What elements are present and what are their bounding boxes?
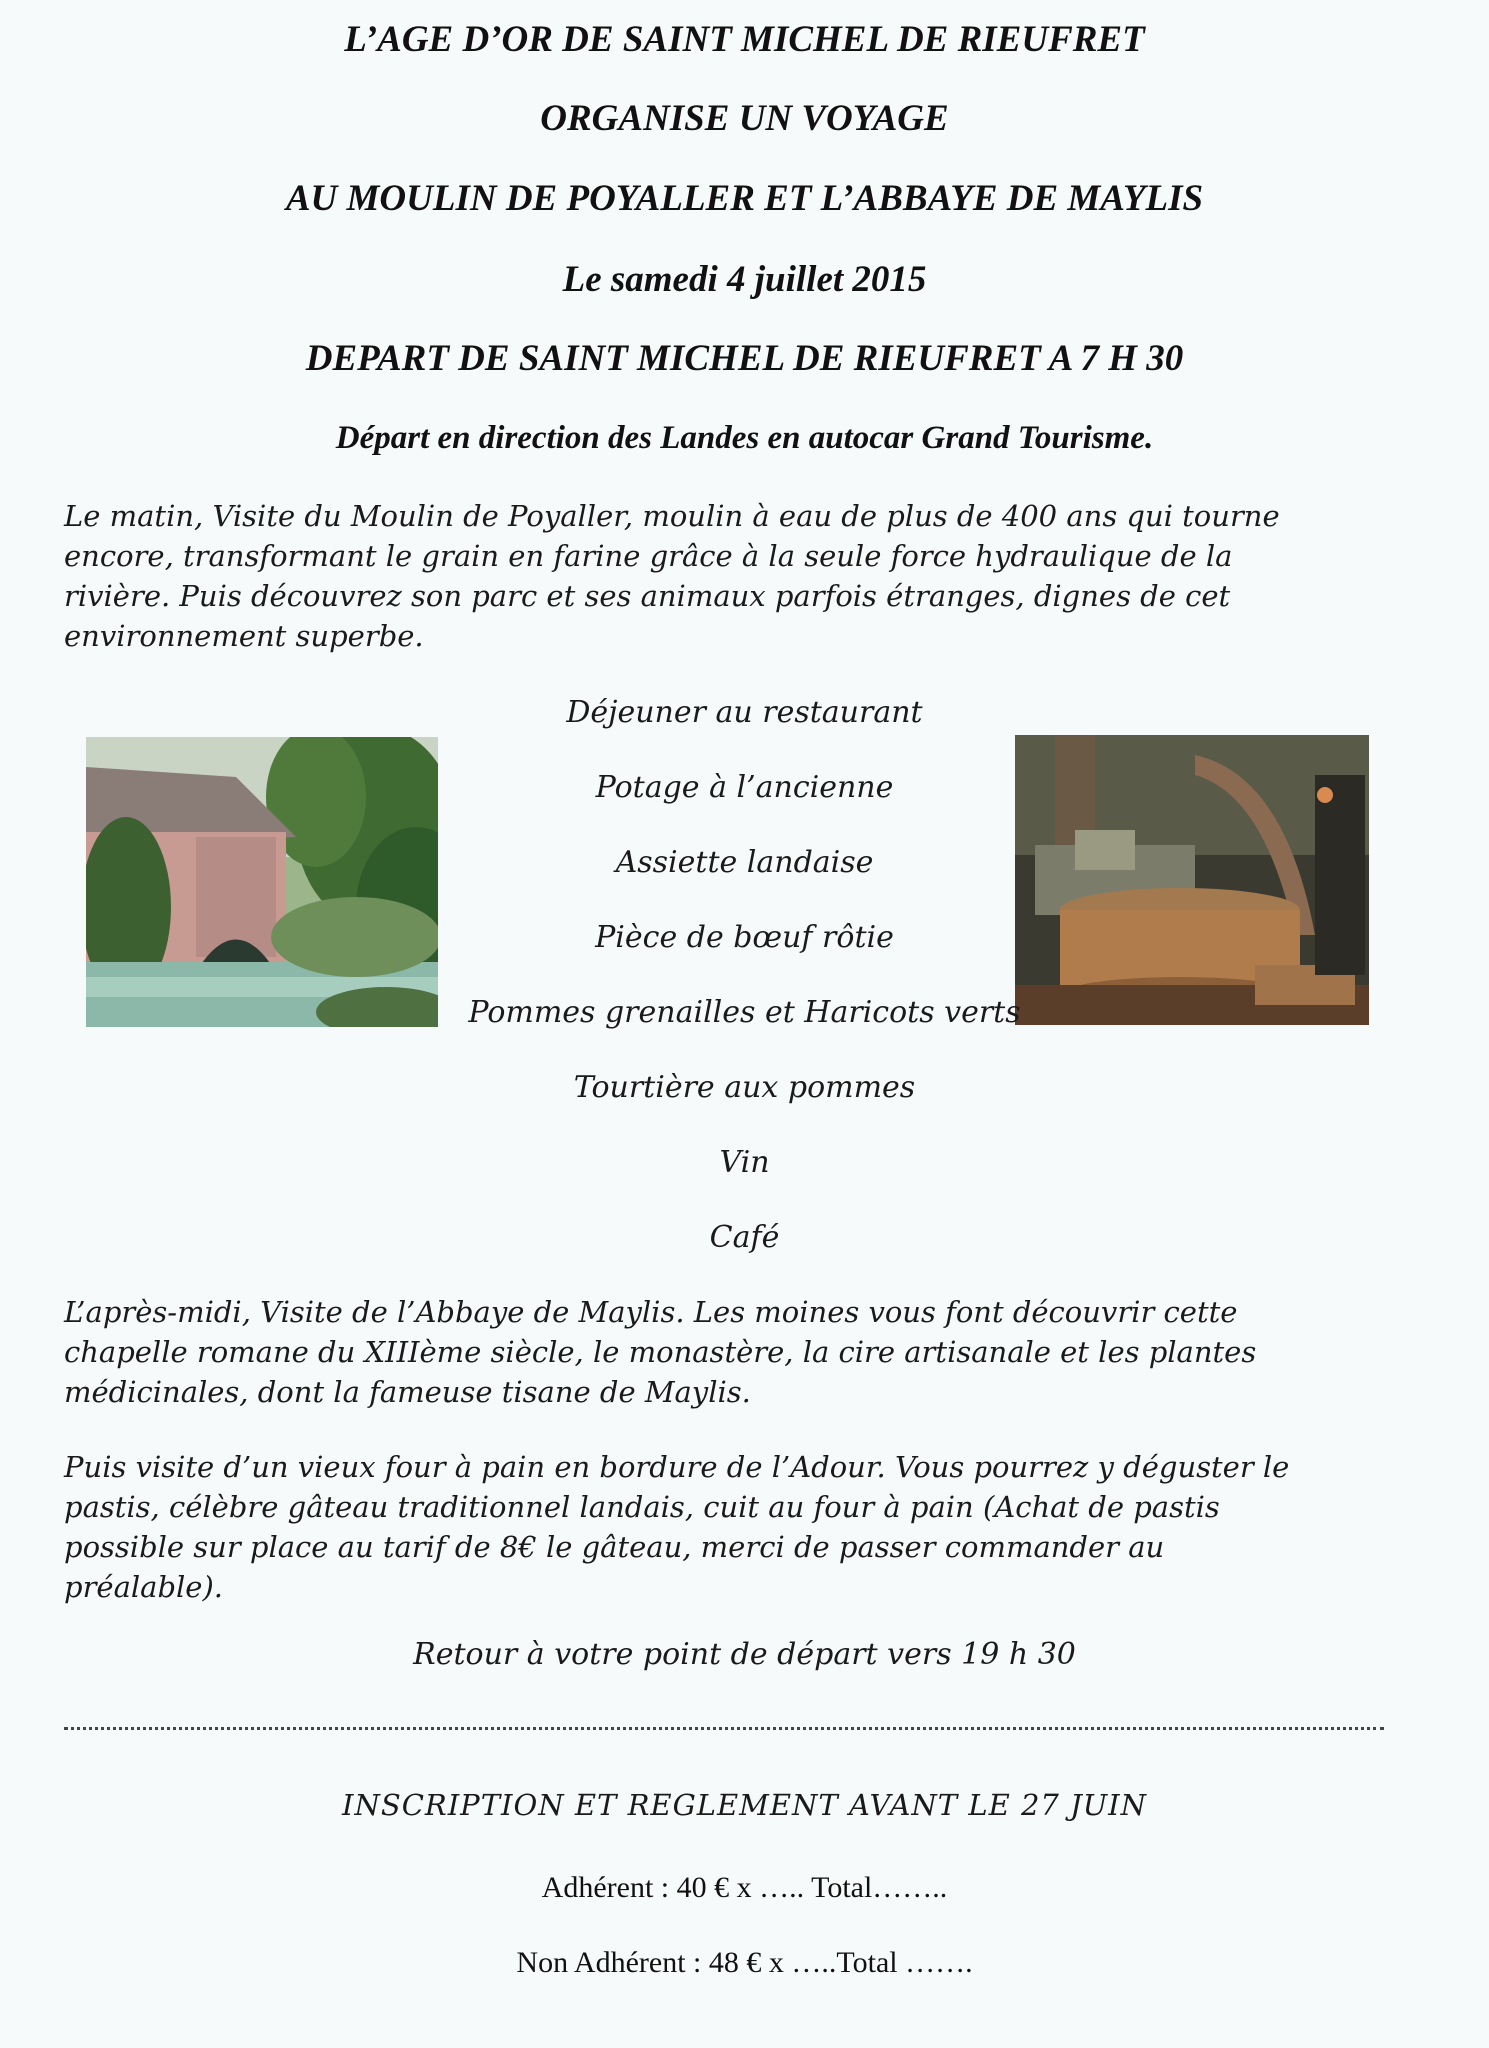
title-line-1: L’AGE D’OR DE SAINT MICHEL DE RIEUFRET [344,19,1145,60]
morning-line: rivière. Puis découvrez son parc et ses animaux parfois étranges, dignes de cet [64,579,1231,613]
morning-line: Le matin, Visite du Moulin de Poyaller, moulin à eau de plus de 400 ans qui tourne [64,499,1280,533]
title-line-2: ORGANISE UN VOYAGE [540,98,949,139]
menu-item: Tourtière aux pommes [573,1070,916,1105]
menu-item: Potage à l’ancienne [595,770,894,805]
menu-item: Pommes grenailles et Haricots verts [468,995,1021,1030]
oven-paragraph [64,1447,1404,1607]
oven-line: préalable). [64,1570,223,1604]
afternoon-line: médicinales, dont la fameuse tisane de Maylis. [64,1375,751,1409]
morning-line: environnement superbe. [64,619,424,653]
afternoon-line: chapelle romane du XIIIème siècle, le monastère, la cire artisanale et les plantes [64,1335,1257,1369]
departure-time: DEPART DE SAINT MICHEL DE RIEUFRET A 7 H 30 [305,338,1184,379]
afternoon-line: L’après-midi, Visite de l’Abbaye de Maylis. Les moines vous font découvrir cette [64,1295,1238,1329]
oven-line: possible sur place au tarif de 8€ le gâteau, merci de passer commander au [64,1530,1165,1564]
morning-paragraph [64,496,1404,656]
menu-item: Vin [719,1145,770,1180]
event-date: Le samedi 4 juillet 2015 [562,259,927,300]
non-member-price: Non Adhérent : 48 € x …..Total ……. [516,1946,973,1979]
menu-item: Déjeuner au restaurant [566,695,923,730]
direction-line: Départ en direction des Landes en autocar Grand Tourisme. [335,420,1154,456]
morning-line: encore, transformant le grain en farine grâce à la seule force hydraulique de la [64,539,1233,573]
dotted-separator [64,1727,1384,1730]
oven-line: Puis visite d’un vieux four à pain en bordure de l’Adour. Vous pourrez y déguster le [64,1450,1290,1484]
menu-item: Assiette landaise [615,845,874,880]
menu-item: Pièce de bœuf rôtie [595,920,894,955]
member-price: Adhérent : 40 € x ….. Total…….. [541,1871,948,1904]
title-line-3: AU MOULIN DE POYALLER ET L’ABBAYE DE MAYLIS [285,178,1204,219]
registration-heading: INSCRIPTION ET REGLEMENT AVANT LE 27 JUIN [342,1788,1147,1822]
menu-item: Café [709,1220,780,1255]
afternoon-paragraph [64,1292,1404,1412]
oven-line: pastis, célèbre gâteau traditionnel landais, cuit au four à pain (Achat de pastis [64,1490,1220,1524]
return-time: Retour à votre point de départ vers 19 h 30 [413,1637,1076,1672]
